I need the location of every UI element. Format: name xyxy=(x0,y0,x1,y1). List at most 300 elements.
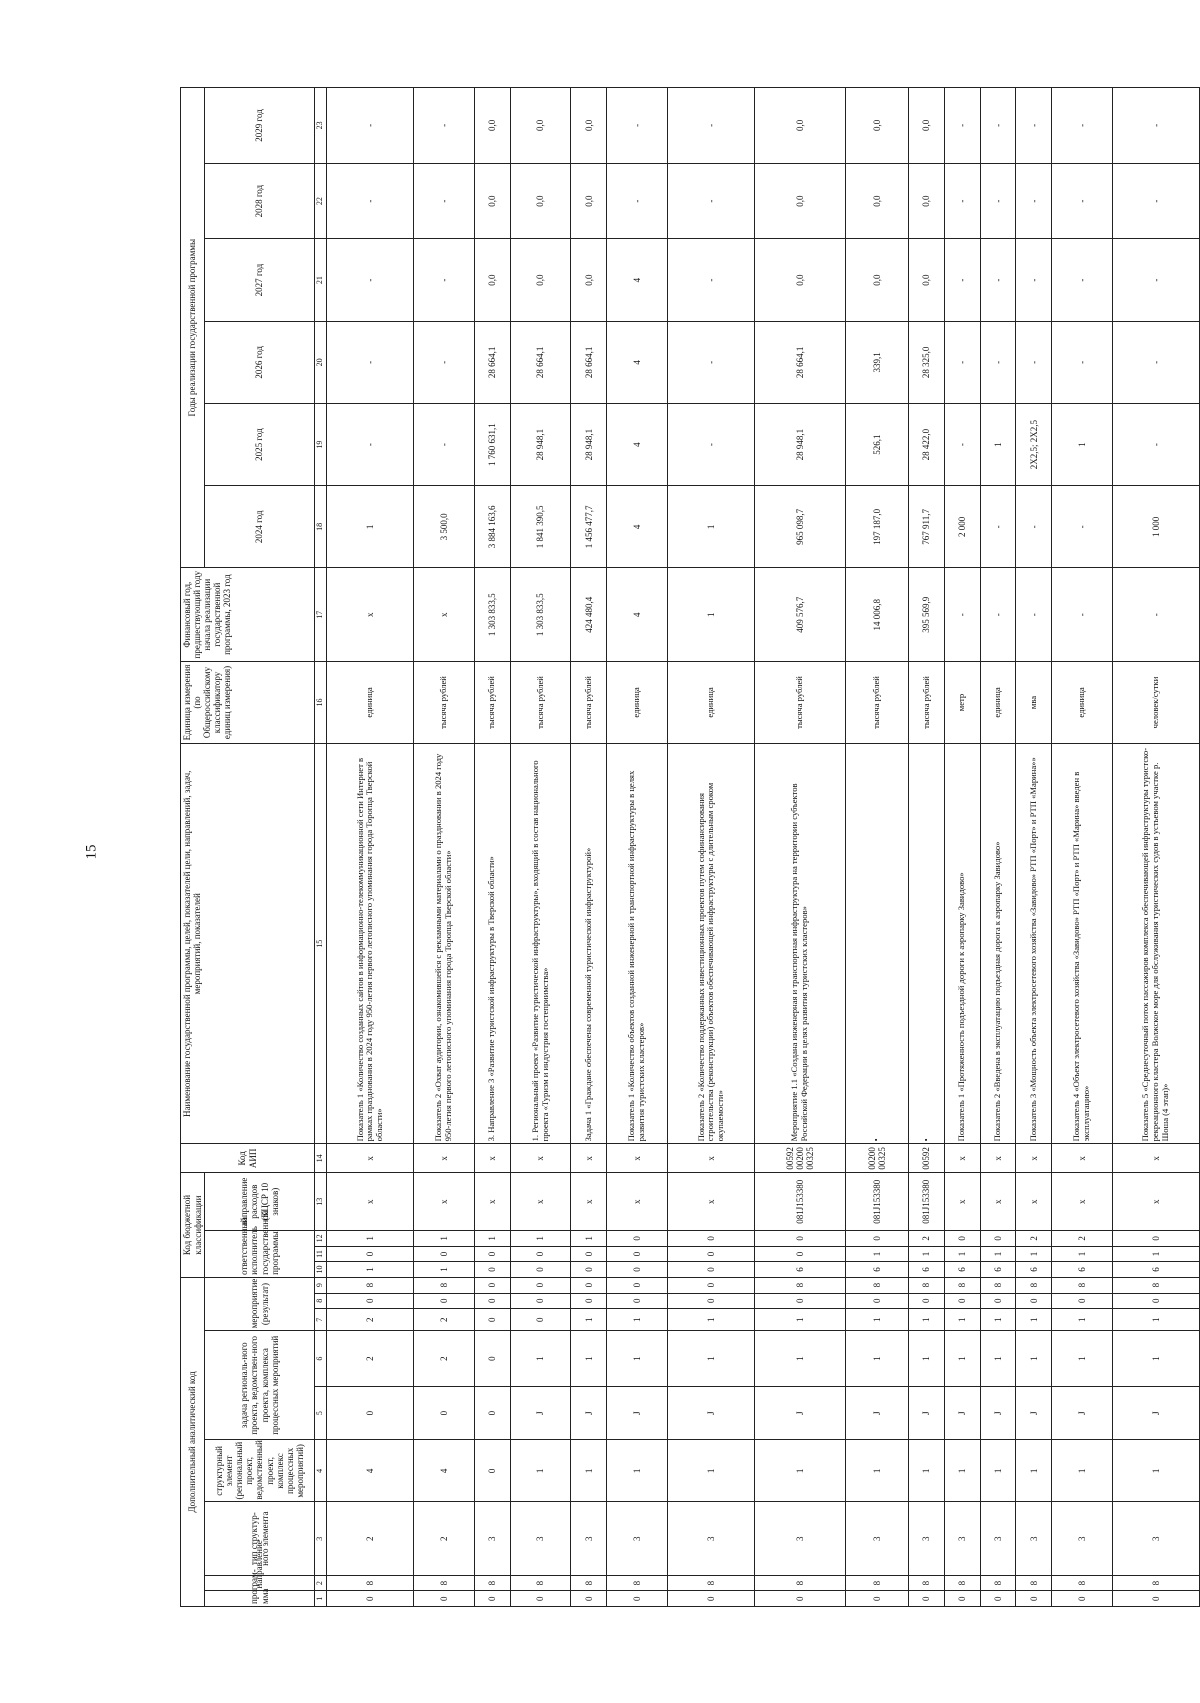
code-cell-6: 1 xyxy=(845,1331,908,1387)
table-row xyxy=(667,88,754,1607)
year-value-cell-2024: 197 187,0 xyxy=(845,486,908,568)
code-cell-8: 0 xyxy=(667,1293,754,1309)
table-row xyxy=(980,88,1016,1607)
column-number-17: 17 xyxy=(315,568,327,661)
code-cell-10: 6 xyxy=(1052,1262,1113,1278)
code-cell-11: 1 xyxy=(1112,1246,1199,1262)
code-cell-9: 0 xyxy=(607,1277,668,1293)
column-number-4: 4 xyxy=(315,1440,327,1502)
code-cell-7: 0 xyxy=(510,1309,571,1331)
code-cell-3: 3 xyxy=(755,1502,846,1575)
year-2025-header: 2025 год xyxy=(205,403,315,485)
code-cell-12: 1 xyxy=(327,1231,414,1247)
column-number-5: 5 xyxy=(315,1386,327,1439)
table-row xyxy=(571,88,607,1607)
expense-code-cell: 081J153380 xyxy=(909,1173,945,1231)
code-cell-4: 0 xyxy=(474,1440,510,1502)
code-cell-4: 1 xyxy=(1016,1440,1052,1502)
year-value-cell-2029: - xyxy=(414,88,475,164)
expense-code-cell: х xyxy=(414,1173,475,1231)
unit-cell: мва xyxy=(1016,661,1052,743)
year-value-cell-2026: - xyxy=(980,321,1016,403)
code-cell-4: 1 xyxy=(755,1440,846,1502)
year-value-cell-2027: 0,0 xyxy=(510,239,571,321)
years-group-header: Годы реализации государственной программы xyxy=(181,88,205,568)
fin-year-value-cell: х xyxy=(414,568,475,661)
code-cell-11: 1 xyxy=(909,1246,945,1262)
table-row xyxy=(510,88,571,1607)
unit-cell: единица xyxy=(327,661,414,743)
unit-cell: единица xyxy=(607,661,668,743)
code-cell-6: 1 xyxy=(571,1331,607,1387)
expense-code-cell: х xyxy=(667,1173,754,1231)
code-cell-5: J xyxy=(571,1386,607,1439)
code-cell-1: 0 xyxy=(510,1591,571,1607)
code-cell-12: 0 xyxy=(607,1231,668,1247)
column-number-13: 13 xyxy=(315,1173,327,1231)
code-cell-6: 1 xyxy=(909,1331,945,1387)
column-number-10: 10 xyxy=(315,1262,327,1278)
code-cell-6: 1 xyxy=(755,1331,846,1387)
code-cell-5: J xyxy=(755,1386,846,1439)
code-cell-4: 1 xyxy=(909,1440,945,1502)
code-cell-10: 6 xyxy=(1112,1262,1199,1278)
unit-cell: тысяча рублей xyxy=(845,661,908,743)
year-value-cell-2027: 0,0 xyxy=(845,239,908,321)
code-cell-12: 0 xyxy=(980,1231,1016,1247)
expense-header: направление расходов (КЦСР 10 знаков) xyxy=(205,1173,315,1231)
unit-cell: единица xyxy=(980,661,1016,743)
code-cell-11: 1 xyxy=(980,1246,1016,1262)
column-number-18: 18 xyxy=(315,486,327,568)
year-value-cell-2027: - xyxy=(1112,239,1199,321)
unit-cell: единица xyxy=(667,661,754,743)
code-cell-2: 8 xyxy=(909,1575,945,1591)
item-name-cell: Показатель 1 «Протяженность подъездной дороги к аэропарку Завидово» xyxy=(944,744,980,1144)
table-row xyxy=(1016,88,1052,1607)
year-value-cell-2027: - xyxy=(1016,239,1052,321)
code-cell-11: 1 xyxy=(1016,1246,1052,1262)
code-cell-12: 0 xyxy=(944,1231,980,1247)
aip-code-cell: х xyxy=(510,1144,571,1173)
expense-code-cell: х xyxy=(980,1173,1016,1231)
code-cell-4: 1 xyxy=(845,1440,908,1502)
code-cell-9: 0 xyxy=(571,1277,607,1293)
code-cell-11: 1 xyxy=(1052,1246,1113,1262)
code-cell-9: 8 xyxy=(980,1277,1016,1293)
year-value-cell-2024: - xyxy=(1052,486,1113,568)
code-cell-4: 4 xyxy=(327,1440,414,1502)
code-cell-3: 2 xyxy=(414,1502,475,1575)
unit-cell: тысяча рублей xyxy=(510,661,571,743)
year-value-cell-2024: 1 000 xyxy=(1112,486,1199,568)
code-cell-7: 1 xyxy=(1052,1309,1113,1331)
code-cell-6: 1 xyxy=(1052,1331,1113,1387)
year-value-cell-2028: - xyxy=(1052,163,1113,239)
code-cell-8: 0 xyxy=(944,1293,980,1309)
year-value-cell-2027: - xyxy=(980,239,1016,321)
code-cell-11: 0 xyxy=(474,1246,510,1262)
code-cell-12: 1 xyxy=(414,1231,475,1247)
aip-code-cell: х xyxy=(1052,1144,1113,1173)
column-number-12: 12 xyxy=(315,1231,327,1247)
column-number-9: 9 xyxy=(315,1277,327,1293)
item-name-cell: Показатель 2 «Охват аудитории, ознакомившейся с рекламными материалами о праздновании в 2024 году 950-летия первого летописного упоминания города Торопца Тверской области» xyxy=(414,744,475,1144)
code-cell-8: 0 xyxy=(909,1293,945,1309)
code-cell-5: J xyxy=(1112,1386,1199,1439)
year-2029-header: 2029 год xyxy=(205,88,315,164)
year-value-cell-2026: - xyxy=(414,321,475,403)
code-cell-10: 6 xyxy=(980,1262,1016,1278)
fin-year-value-cell: 424 480,4 xyxy=(571,568,607,661)
year-value-cell-2028: 0,0 xyxy=(474,163,510,239)
year-value-cell-2027: - xyxy=(327,239,414,321)
code-cell-3: 3 xyxy=(1052,1502,1113,1575)
year-value-cell-2026: 339,1 xyxy=(845,321,908,403)
expense-code-cell: х xyxy=(1112,1173,1199,1231)
aip-code-cell: х xyxy=(607,1144,668,1173)
fin-year-value-cell: х xyxy=(327,568,414,661)
year-value-cell-2025: 28 948,1 xyxy=(755,403,846,485)
code-cell-5: J xyxy=(944,1386,980,1439)
code-cell-7: 1 xyxy=(1112,1309,1199,1331)
year-value-cell-2024: - xyxy=(1016,486,1052,568)
column-number-7: 7 xyxy=(315,1309,327,1331)
code-cell-2: 8 xyxy=(571,1575,607,1591)
code-cell-3: 3 xyxy=(1112,1502,1199,1575)
year-value-cell-2024: - xyxy=(980,486,1016,568)
year-value-cell-2024: 1 841 390,5 xyxy=(510,486,571,568)
code-cell-4: 4 xyxy=(414,1440,475,1502)
fin-year-value-cell: - xyxy=(1016,568,1052,661)
code-cell-5: J xyxy=(607,1386,668,1439)
code-cell-10: 6 xyxy=(845,1262,908,1278)
fin-year-header: Финансовый год, предшествующий году начала реализации государственной программы, 2023 год xyxy=(181,568,315,661)
unit-cell: тысяча рублей xyxy=(909,661,945,743)
item-name-cell: Показатель 2 «Введена в эксплуатацию подъездная дорога к аэропарку Завидово» xyxy=(980,744,1016,1144)
code-cell-6: 1 xyxy=(980,1331,1016,1387)
year-value-cell-2024: 3 500,0 xyxy=(414,486,475,568)
code-cell-10: 0 xyxy=(607,1262,668,1278)
code-cell-1: 0 xyxy=(607,1591,668,1607)
item-name-cell: Задача 1 «Граждане обеспечены современной туристической инфраструктурой» xyxy=(571,744,607,1144)
column-number-11: 11 xyxy=(315,1246,327,1262)
code-cell-8: 0 xyxy=(1112,1293,1199,1309)
expense-code-cell: х xyxy=(607,1173,668,1231)
code-cell-9: 8 xyxy=(327,1277,414,1293)
unit-cell: метр xyxy=(944,661,980,743)
code-cell-2: 8 xyxy=(414,1575,475,1591)
column-number-3: 3 xyxy=(315,1502,327,1575)
code-cell-7: 1 xyxy=(1016,1309,1052,1331)
code-cell-3: 3 xyxy=(607,1502,668,1575)
year-value-cell-2028: - xyxy=(607,163,668,239)
year-value-cell-2029: 0,0 xyxy=(474,88,510,164)
code-cell-7: 1 xyxy=(909,1309,945,1331)
year-value-cell-2027: - xyxy=(1052,239,1113,321)
code-cell-1: 0 xyxy=(980,1591,1016,1607)
code-cell-4: 1 xyxy=(510,1440,571,1502)
aip-code-cell: 00592 xyxy=(909,1144,945,1173)
year-value-cell-2028: 0,0 xyxy=(845,163,908,239)
code-cell-10: 0 xyxy=(510,1262,571,1278)
fin-year-value-cell: - xyxy=(944,568,980,661)
code-cell-2: 8 xyxy=(845,1575,908,1591)
year-value-cell-2028: 0,0 xyxy=(510,163,571,239)
year-value-cell-2026: 4 xyxy=(607,321,668,403)
year-value-cell-2027: - xyxy=(944,239,980,321)
year-value-cell-2028: - xyxy=(980,163,1016,239)
year-value-cell-2026: 28 664,1 xyxy=(571,321,607,403)
budget-code-header: Код бюджетной классификации xyxy=(181,1173,205,1278)
aip-code-cell: х xyxy=(474,1144,510,1173)
code-cell-6: 1 xyxy=(1112,1331,1199,1387)
year-value-cell-2029: - xyxy=(667,88,754,164)
code-cell-8: 0 xyxy=(510,1293,571,1309)
item-name-cell: Показатель 4 «Объект электросетевого хозяйства «Завидово» РТП «Порт» и РТП «Марина» введен в эксплуатацию» xyxy=(1052,744,1113,1144)
code-cell-1: 0 xyxy=(909,1591,945,1607)
code-cell-8: 0 xyxy=(474,1293,510,1309)
code-cell-5: 0 xyxy=(474,1386,510,1439)
unit-cell: единица xyxy=(1052,661,1113,743)
code-cell-11: 0 xyxy=(327,1246,414,1262)
year-value-cell-2029: - xyxy=(1052,88,1113,164)
column-number-23: 23 xyxy=(315,88,327,164)
aip-code-cell: х xyxy=(327,1144,414,1173)
additional-code-header: Дополнительный аналитический код xyxy=(181,1277,205,1606)
table-row xyxy=(1052,88,1113,1607)
task-header: задача региональ-ного проекта, ведомствен-ного проекта, комплекса процессных мероприятий xyxy=(205,1331,315,1440)
code-cell-10: 0 xyxy=(571,1262,607,1278)
code-cell-7: 1 xyxy=(667,1309,754,1331)
code-cell-8: 0 xyxy=(414,1293,475,1309)
year-value-cell-2029: 0,0 xyxy=(755,88,846,164)
unit-cell: человек/сутки xyxy=(1112,661,1199,743)
table-row xyxy=(1112,88,1199,1607)
code-cell-1: 0 xyxy=(944,1591,980,1607)
year-value-cell-2029: 0,0 xyxy=(845,88,908,164)
item-name-cell: Показатель 1 «Количество созданных сайтов в информационно-телекоммуникационной сети Интернет в рамках празднования в 2024 году 950-летия первого летописного упоминания города Торопца Тверской области» xyxy=(327,744,414,1144)
code-cell-11: 0 xyxy=(755,1246,846,1262)
item-name-cell: Мероприятие 1.1 «Создана инженерная и транспортная инфраструктура на территории субъектов Российской Федерации в целях развития туристских кластеров» xyxy=(755,744,846,1144)
fin-year-value-cell: 409 576,7 xyxy=(755,568,846,661)
aip-code-cell: 00200 00325 xyxy=(845,1144,908,1173)
column-number-16: 16 xyxy=(315,661,327,743)
code-cell-2: 8 xyxy=(1016,1575,1052,1591)
year-value-cell-2027: - xyxy=(414,239,475,321)
code-cell-9: 8 xyxy=(414,1277,475,1293)
code-cell-5: 0 xyxy=(414,1386,475,1439)
expense-code-cell: х xyxy=(510,1173,571,1231)
year-value-cell-2028: 0,0 xyxy=(755,163,846,239)
code-cell-6: 2 xyxy=(414,1331,475,1387)
year-value-cell-2025: - xyxy=(667,403,754,485)
code-cell-12: 2 xyxy=(909,1231,945,1247)
year-value-cell-2025: - xyxy=(327,403,414,485)
code-cell-1: 0 xyxy=(667,1591,754,1607)
item-name-cell: Показатель 1 «Количество объектов созданной инженерной и транспортной инфраструктуры в целях развития туристских кластеров» xyxy=(607,744,668,1144)
code-cell-7: 1 xyxy=(755,1309,846,1331)
year-value-cell-2029: 0,0 xyxy=(571,88,607,164)
code-cell-1: 0 xyxy=(1052,1591,1113,1607)
code-cell-6: 1 xyxy=(944,1331,980,1387)
expense-code-cell: х xyxy=(474,1173,510,1231)
year-value-cell-2029: - xyxy=(1016,88,1052,164)
year-value-cell-2029: 0,0 xyxy=(510,88,571,164)
table-row xyxy=(474,88,510,1607)
year-value-cell-2025: 1 760 631,1 xyxy=(474,403,510,485)
year-value-cell-2027: 4 xyxy=(607,239,668,321)
code-cell-1: 0 xyxy=(327,1591,414,1607)
code-cell-8: 0 xyxy=(845,1293,908,1309)
year-value-cell-2025: 4 xyxy=(607,403,668,485)
code-cell-5: J xyxy=(667,1386,754,1439)
code-cell-1: 0 xyxy=(755,1591,846,1607)
code-cell-3: 3 xyxy=(510,1502,571,1575)
year-value-cell-2027: - xyxy=(667,239,754,321)
year-value-cell-2024: 4 xyxy=(607,486,668,568)
code-cell-11: 1 xyxy=(944,1246,980,1262)
code-cell-1: 0 xyxy=(1016,1591,1052,1607)
code-cell-10: 6 xyxy=(755,1262,846,1278)
code-cell-1: 0 xyxy=(414,1591,475,1607)
fin-year-value-cell: 395 569,9 xyxy=(909,568,945,661)
table-row xyxy=(944,88,980,1607)
code-cell-5: J xyxy=(1016,1386,1052,1439)
code-cell-4: 1 xyxy=(571,1440,607,1502)
code-cell-7: 1 xyxy=(980,1309,1016,1331)
code-cell-3: 3 xyxy=(667,1502,754,1575)
year-value-cell-2028: - xyxy=(1112,163,1199,239)
table-row xyxy=(755,88,846,1607)
code-cell-9: 8 xyxy=(845,1277,908,1293)
code-cell-5: J xyxy=(510,1386,571,1439)
table-row xyxy=(607,88,668,1607)
year-value-cell-2025: - xyxy=(944,403,980,485)
expense-code-cell: х xyxy=(1052,1173,1113,1231)
code-cell-7: 0 xyxy=(474,1309,510,1331)
aip-code-cell: х xyxy=(1112,1144,1199,1173)
code-cell-11: 0 xyxy=(571,1246,607,1262)
unit-header: Единица измерения (по Общероссийскому классификатору единиц измерения) xyxy=(181,661,315,743)
direction-col-header: направление xyxy=(205,1575,315,1591)
column-number-6: 6 xyxy=(315,1331,327,1387)
page-number: 15 xyxy=(83,844,100,860)
name-header: Наименование государственной программы, целей, показателей цели, направлений, задач, мероприятий, показателей xyxy=(181,744,315,1144)
code-cell-3: 3 xyxy=(909,1502,945,1575)
code-cell-12: 1 xyxy=(510,1231,571,1247)
code-cell-7: 2 xyxy=(414,1309,475,1331)
year-value-cell-2027: 0,0 xyxy=(571,239,607,321)
code-cell-5: J xyxy=(1052,1386,1113,1439)
year-2026-header: 2026 год xyxy=(205,321,315,403)
code-cell-10: 6 xyxy=(944,1262,980,1278)
code-cell-8: 0 xyxy=(607,1293,668,1309)
code-cell-2: 8 xyxy=(755,1575,846,1591)
year-value-cell-2025: 1 xyxy=(980,403,1016,485)
code-cell-5: 0 xyxy=(327,1386,414,1439)
code-cell-4: 1 xyxy=(944,1440,980,1502)
year-value-cell-2027: 0,0 xyxy=(474,239,510,321)
year-value-cell-2029: - xyxy=(327,88,414,164)
code-cell-8: 0 xyxy=(755,1293,846,1309)
program-table xyxy=(180,87,1200,1607)
unit-cell: тысяча рублей xyxy=(474,661,510,743)
year-value-cell-2024: 3 884 163,6 xyxy=(474,486,510,568)
item-name-cell: 3. Направление 3 «Развитие туристской инфраструктуры в Тверской области» xyxy=(474,744,510,1144)
year-value-cell-2029: - xyxy=(607,88,668,164)
code-cell-6: 1 xyxy=(1016,1331,1052,1387)
code-cell-3: 2 xyxy=(327,1502,414,1575)
year-value-cell-2025: 28 948,1 xyxy=(510,403,571,485)
code-cell-8: 0 xyxy=(1052,1293,1113,1309)
rotated-table-wrapper xyxy=(180,87,1200,1607)
year-value-cell-2025: 1 xyxy=(1052,403,1113,485)
code-cell-6: 1 xyxy=(607,1331,668,1387)
code-cell-9: 8 xyxy=(944,1277,980,1293)
code-cell-2: 8 xyxy=(327,1575,414,1591)
year-2028-header: 2028 год xyxy=(205,163,315,239)
code-cell-3: 3 xyxy=(571,1502,607,1575)
code-cell-3: 3 xyxy=(845,1502,908,1575)
year-value-cell-2027: 0,0 xyxy=(909,239,945,321)
code-cell-12: 2 xyxy=(1016,1231,1052,1247)
code-cell-4: 1 xyxy=(980,1440,1016,1502)
code-cell-8: 0 xyxy=(1016,1293,1052,1309)
year-value-cell-2024: 2 000 xyxy=(944,486,980,568)
code-cell-5: J xyxy=(845,1386,908,1439)
code-cell-7: 1 xyxy=(845,1309,908,1331)
column-number-8: 8 xyxy=(315,1293,327,1309)
code-cell-2: 8 xyxy=(1112,1575,1199,1591)
code-cell-2: 8 xyxy=(667,1575,754,1591)
executor-header: ответственный исполнитель государственной программы xyxy=(205,1231,315,1278)
column-number-21: 21 xyxy=(315,239,327,321)
code-cell-9: 0 xyxy=(667,1277,754,1293)
table-row xyxy=(909,88,945,1607)
aip-code-header: Код АИП xyxy=(181,1144,315,1173)
year-value-cell-2025: 28 422,0 xyxy=(909,403,945,485)
year-value-cell-2024: 965 098,7 xyxy=(755,486,846,568)
struct-type-header: тип структур-ного элемента xyxy=(205,1502,315,1575)
code-cell-11: 1 xyxy=(845,1246,908,1262)
column-number-19: 19 xyxy=(315,403,327,485)
year-value-cell-2026: - xyxy=(667,321,754,403)
item-name-cell: Показатель 5 «Среднесуточный поток пассажиров комплекса обеспечивающей инфраструктуры туристско-рекреационного кластера Волжское море для обслуживания туристических судов в устьевом участке р. Шоша (4 этап)» xyxy=(1112,744,1199,1144)
fin-year-value-cell: - xyxy=(980,568,1016,661)
year-value-cell-2029: 0,0 xyxy=(909,88,945,164)
item-name-cell: • xyxy=(909,744,945,1144)
event-header: мероприятие (результат) xyxy=(205,1277,315,1331)
fin-year-value-cell: 14 006,8 xyxy=(845,568,908,661)
code-cell-5: J xyxy=(980,1386,1016,1439)
year-value-cell-2025: - xyxy=(1112,403,1199,485)
code-cell-12: 2 xyxy=(1052,1231,1113,1247)
code-cell-4: 1 xyxy=(607,1440,668,1502)
year-value-cell-2025: 28 948,1 xyxy=(571,403,607,485)
code-cell-2: 8 xyxy=(510,1575,571,1591)
code-cell-3: 3 xyxy=(980,1502,1016,1575)
code-cell-4: 1 xyxy=(1112,1440,1199,1502)
code-cell-9: 0 xyxy=(474,1277,510,1293)
year-value-cell-2029: - xyxy=(1112,88,1199,164)
unit-cell: тысяча рублей xyxy=(414,661,475,743)
year-value-cell-2025: 526,1 xyxy=(845,403,908,485)
expense-code-cell: х xyxy=(327,1173,414,1231)
year-value-cell-2025: - xyxy=(414,403,475,485)
code-cell-12: 0 xyxy=(1112,1231,1199,1247)
code-cell-12: 1 xyxy=(474,1231,510,1247)
